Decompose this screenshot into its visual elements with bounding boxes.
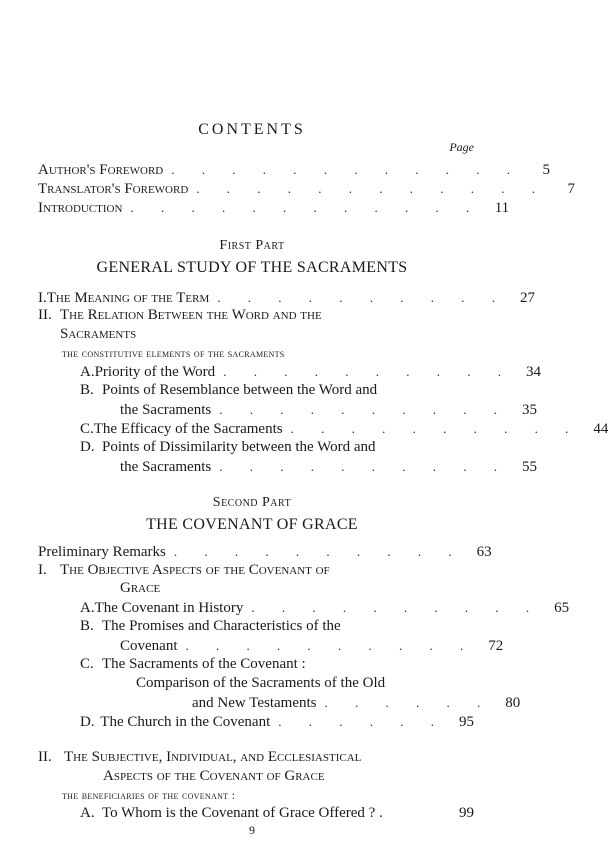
toc-entry <box>80 655 474 674</box>
toc-entry-label: The Church in the Covenant <box>100 714 271 730</box>
dot-leader: . . . . . . . . . . . . <box>196 181 548 196</box>
section-subheading: the constitutive elements of the sacraments <box>62 346 285 360</box>
part-title: GENERAL STUDY OF THE SACRAMENTS <box>96 259 408 276</box>
toc-entry-page: 72 <box>488 638 504 654</box>
part-label: Second Part <box>212 495 292 510</box>
page-column-label: Page <box>449 140 474 154</box>
toc-entry <box>38 179 576 198</box>
toc-entry-label: Translator's Foreword <box>38 181 189 197</box>
toc-entry-label: Priority of the Word <box>94 364 216 380</box>
page-folio: 9 <box>249 823 255 837</box>
dot-leader: . . . . . . . . . . <box>217 290 507 305</box>
toc-entry-page: 55 <box>521 459 537 475</box>
toc-entry-page: 7 <box>567 181 576 197</box>
toc-entry-page: 44 <box>593 421 608 437</box>
toc-entry-continuation <box>60 325 136 344</box>
toc-entry-letter: A. <box>80 805 95 821</box>
dot-leader: . . . . . . . . . . <box>173 544 464 559</box>
toc-entry-label: Covenant <box>120 638 178 654</box>
dot-leader: . . . . . . . . . . . . <box>171 162 522 177</box>
toc-entry <box>80 419 608 438</box>
toc-entry <box>80 362 541 381</box>
toc-entry-page: 27 <box>520 290 535 306</box>
toc-entry-page: 63 <box>476 544 492 560</box>
toc-entry-label: Aspects of the Covenant of Grace <box>103 768 325 784</box>
dot-leader: . . . . . . <box>278 714 446 729</box>
toc-entry-label: the Sacraments <box>120 459 212 475</box>
toc-entry-letter: A. <box>80 600 95 616</box>
section-subheading: the beneficiaries of the covenant : <box>62 788 236 802</box>
toc-entry-letter: A. <box>80 364 95 380</box>
toc-entry-continuation <box>136 674 385 693</box>
toc-entry-label: The Promises and Characteristics of the <box>102 618 341 634</box>
toc-entry-label: The Subjective, Individual, and Ecclesiastical <box>64 749 362 765</box>
toc-entry-letter: B. <box>80 382 94 398</box>
toc-entry-label: Preliminary Remarks <box>38 544 166 560</box>
toc-entry <box>80 598 570 617</box>
toc-entry-label: The Meaning of the Term <box>46 290 210 306</box>
toc-entry-continuation <box>103 767 325 786</box>
toc-entry-number: II. <box>38 307 52 323</box>
toc-entry-label: The Covenant in History <box>94 600 244 616</box>
toc-entry-letter: B. <box>80 618 94 634</box>
toc-entry-label: Grace <box>120 580 161 596</box>
toc-entry-label: Introduction <box>38 200 123 216</box>
toc-entry-label: Comparison of the Sacraments of the Old <box>136 675 386 691</box>
toc-entry-letter: C. <box>80 421 94 437</box>
toc-entry-letter: D. <box>80 714 95 730</box>
toc-entry <box>80 438 474 457</box>
toc-entry-page: 80 <box>505 695 521 711</box>
toc-entry-label: Points of Dissimilarity between the Word and <box>102 439 376 455</box>
toc-entry-page: 65 <box>554 600 570 616</box>
toc-entry <box>38 306 474 325</box>
toc-entry-number: II. <box>38 749 52 765</box>
toc-entry <box>80 804 474 823</box>
dot-leader: . . . . . . <box>324 695 493 710</box>
toc-entry-label: the Sacraments <box>120 402 212 418</box>
toc-entry-label: The Objective Aspects of the Covenant of <box>60 562 330 578</box>
toc-entry <box>38 160 550 179</box>
toc-entry-page: 34 <box>525 364 541 380</box>
contents-title: CONTENTS <box>198 121 306 138</box>
toc-entry-label: Sacraments <box>60 326 137 342</box>
toc-entry-label: Points of Resemblance between the Word and <box>102 382 378 398</box>
toc-entry-page: 11 <box>494 200 510 216</box>
dot-leader: . . . . . . . . . . <box>251 600 542 615</box>
toc-entry-number: I. <box>38 562 47 578</box>
toc-entry-label: The Sacraments of the Covenant : <box>102 656 306 672</box>
toc-entry <box>38 561 474 580</box>
toc-entry-continuation <box>192 693 521 712</box>
toc-entry-label: To Whom is the Covenant of Grace Offered ? . <box>102 805 383 821</box>
toc-entry-continuation <box>120 579 160 598</box>
toc-entry-page: 35 <box>521 402 537 418</box>
toc-entry <box>80 712 474 731</box>
part-label: First Part <box>219 238 285 253</box>
toc-entry-label: The Relation Between the Word and the <box>60 307 322 323</box>
toc-entry-letter: C. <box>80 656 94 672</box>
toc-entry <box>38 748 474 767</box>
part-title: THE COVENANT OF GRACE <box>146 516 358 533</box>
dot-leader: . . . . . . . . . . <box>219 459 509 474</box>
toc-entry-page: 95 <box>459 714 474 730</box>
toc-entry <box>80 381 474 400</box>
toc-entry <box>38 542 492 561</box>
toc-entry-label: The Efficacy of the Sacraments <box>93 421 283 437</box>
dot-leader: . . . . . . . . . . <box>290 421 581 436</box>
toc-entry-page: 99 <box>459 805 474 821</box>
toc-entry-continuation <box>120 457 537 476</box>
dot-leader: . . . . . . . . . . <box>185 638 476 653</box>
toc-entry-label: Author's Foreword <box>38 162 164 178</box>
toc-entry-label: and New Testaments <box>192 695 317 711</box>
toc-entry-number: I. <box>38 290 47 306</box>
toc-entry-continuation <box>120 400 537 419</box>
toc-entry <box>38 288 535 307</box>
dot-leader: . . . . . . . . . . <box>223 364 513 379</box>
dot-leader: . . . . . . . . . . <box>219 402 509 417</box>
toc-entry-continuation <box>120 636 504 655</box>
toc-entry-page: 5 <box>542 162 550 178</box>
toc-entry-letter: D. <box>80 439 95 455</box>
toc-entry <box>38 198 510 217</box>
dot-leader: . . . . . . . . . . . . <box>130 200 482 215</box>
toc-entry <box>80 617 474 636</box>
